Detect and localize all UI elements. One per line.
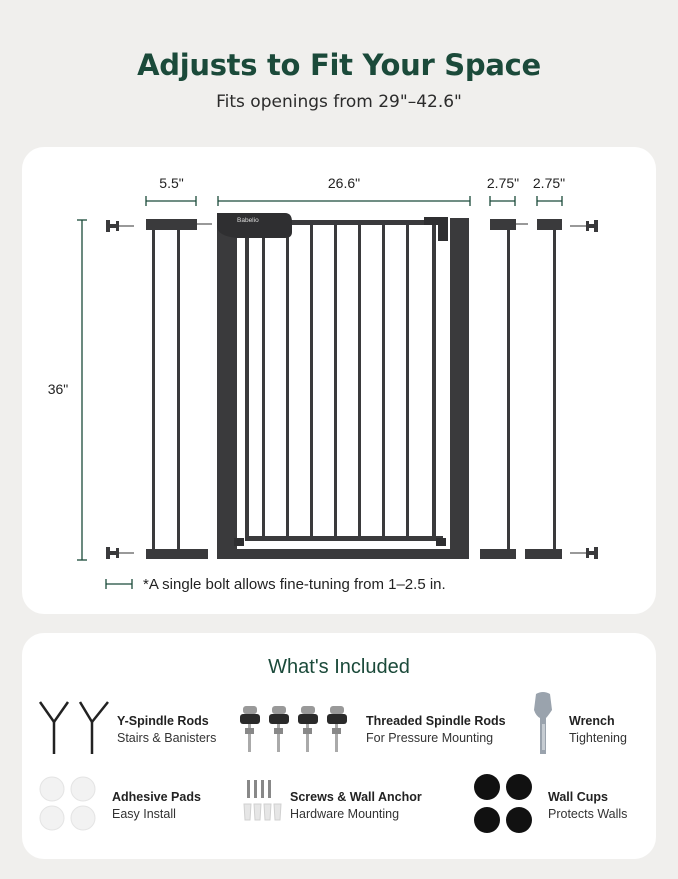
included-heading: What's Included	[268, 656, 410, 678]
item-desc: Easy Install	[112, 807, 176, 821]
y-spindle-rods-icon	[40, 702, 108, 754]
included-item-wrench	[569, 714, 627, 745]
item-name: Threaded Spindle Rods	[366, 714, 506, 728]
item-desc: For Pressure Mounting	[366, 731, 494, 745]
item-desc: Protects Walls	[548, 807, 628, 821]
item-name: Screws & Wall Anchor	[290, 790, 422, 804]
included-item-wall-cups	[548, 790, 627, 821]
dimension-lines	[77, 196, 562, 589]
main-gate	[217, 213, 469, 559]
item-desc: Hardware Mounting	[290, 807, 400, 821]
adjust-note: *A single bolt allows fine-tuning from 1–2.5 in.	[143, 576, 446, 593]
dim-extension-width: 5.5"	[159, 175, 184, 191]
brand-label: Babelio	[237, 217, 259, 224]
included-item-screws-wall-anchor	[290, 790, 422, 821]
right-bolts	[570, 220, 598, 559]
dim-gate-width: 26.6"	[327, 175, 361, 191]
item-name: Y-Spindle Rods	[117, 714, 209, 728]
included-item-y-spindle-rods	[117, 714, 216, 745]
wrench-icon	[534, 692, 552, 754]
left-bolts	[106, 220, 134, 559]
dim-small-ext-2: 2.75"	[532, 175, 566, 191]
screws-wall-anchor-icon	[244, 780, 281, 820]
dim-small-ext-1: 2.75"	[486, 175, 520, 191]
included-item-threaded-spindle-rods	[366, 714, 506, 745]
threaded-spindle-rods-icon	[240, 706, 347, 752]
item-name: Adhesive Pads	[112, 790, 201, 804]
extension-2-75-a	[480, 219, 528, 559]
included-item-adhesive-pads	[112, 790, 201, 821]
dim-height: 36"	[47, 381, 69, 397]
extension-2-75-b	[525, 219, 562, 559]
adhesive-pads-icon	[40, 777, 95, 830]
page-subtitle: Fits openings from 29"–42.6"	[216, 92, 462, 112]
page-title: Adjusts to Fit Your Space	[137, 48, 541, 82]
item-name: Wrench	[569, 714, 615, 728]
item-desc: Stairs & Banisters	[117, 731, 217, 745]
extension-5-5	[146, 219, 212, 559]
item-desc: Tightening	[569, 731, 627, 745]
item-name: Wall Cups	[548, 790, 608, 804]
wall-cups-icon	[474, 774, 532, 833]
